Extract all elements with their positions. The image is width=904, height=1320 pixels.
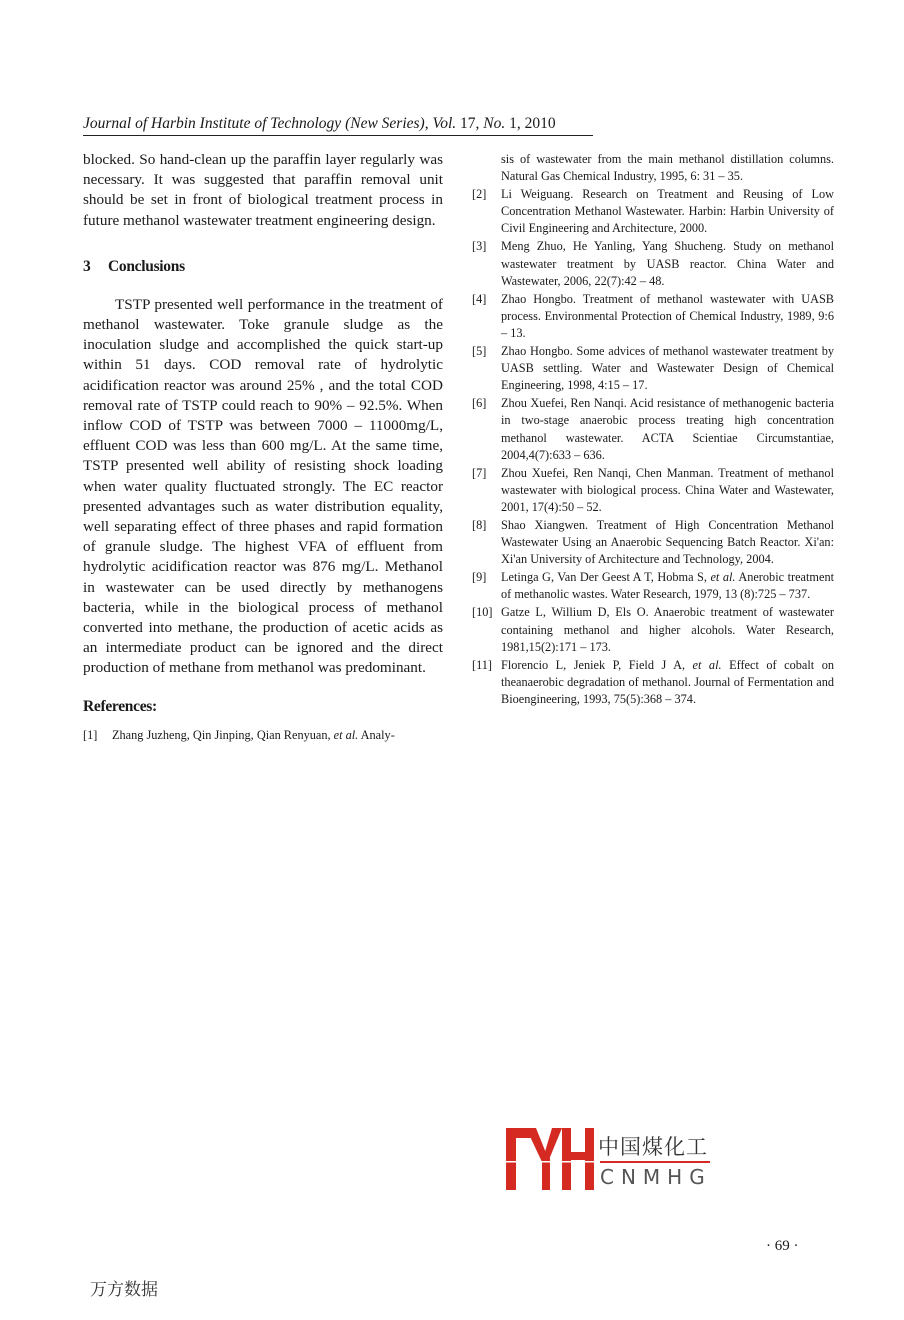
logo-divider [600,1161,710,1163]
conclusion-paragraph: TSTP presented well performance in the treatment of methanol wastewater. Toke granule sludge as the inoculation sludge and accomplished the quick start-up within 51 days. COD removal rate of hydrolytic acidification reactor was around 25% , and the total COD removal rate of TSTP could reach to 90% – 92.5%. When inflow COD of TSTP was between 7000 – 11000mg/L, effluent COD was less than 600 mg/L. At the same time, TSTP presented well ability of resisting shock loading when water quality fluctuated strongly. The EC reactor presented advantages such as water distribution equality, well separating effect of three phases and rapid formation of granule sludge. The highest VFA of effluent from hydrolytic acidification reactor was 876 mg/L. Methanol in wastewater can be used directly by methanogens bacteria, while in the biological process of methanol converted into methane, the production of acetic acids as an intermediate product can be ignored and the direct production of methane from methanol was predominant. [83,295,443,677]
separator: , [424,115,433,132]
et-al: et al. [333,727,359,742]
right-column [472,151,834,709]
issue-label: No. [483,115,506,132]
reference-authors: Letinga G, Van Der Geest A T, Hobma S, [501,570,711,585]
reference-number: [11] [472,657,493,672]
reference-text [112,728,395,742]
reference-item [472,657,834,708]
reference-number: [9] [472,570,487,585]
reference-number: [5] [472,344,487,359]
watermark: 万方数据 [90,1280,158,1300]
cnmhg-logo [506,1128,716,1190]
journal-series: (New Series) [345,115,425,132]
reference-item [472,291,834,342]
reference-text: Meng Zhuo, He Yanling, Yang Shucheng. Study on methanol wastewater treatment by UASB reactor. China Water and Wastewater, 2006, 22(7):42 – 48. [501,239,834,288]
reference-item [472,465,834,516]
reference-number: [10] [472,605,493,620]
reference-text: Zhao Hongbo. Treatment of methanol wastewater with UASB process. Environmental Protection of Chemical Industry, 1989, 9:6 – 13. [501,291,834,340]
intro-paragraph: blocked. So hand-clean up the paraffin layer regularly was necessary. It was suggested that paraffin removal unit should be set in front of biological treatment process in future methanol wastewater treatment engineering design. [83,151,443,229]
reference-item [472,517,834,568]
reference-number: [6] [472,396,487,411]
page-number: · 69 · [766,1238,799,1254]
issue-number: 1 [505,115,517,132]
reference-item [472,604,834,655]
section-title: Conclusions [108,257,185,275]
year: , 2010 [516,115,556,132]
reference-text: Li Weiguang. Research on Treatment and Reusing of Low Concentration Methanol Wastewater. Harbin: Harbin University of Civil Engineering and Architecture, 2000. [501,187,834,236]
reference-text: Shao Xiangwen. Treatment of High Concentration Methanol Wastewater Using an Anaerobic Sequencing Batch Reactor. Xi'an: Xi'an University of Architecture and Technology, 2004. [501,517,834,567]
reference-number: [1] [83,727,98,742]
reference-continuation: sis of wastewater from the main methanol distillation columns. Natural Gas Chemical Industry, 1995, 6: 31 – 35. [501,152,834,184]
reference-item [472,238,834,289]
et-al: et al. [710,570,736,585]
reference-item [472,569,834,603]
volume-label: Vol. [432,115,457,132]
reference-rest: Analy- [358,727,395,742]
reference-item [83,727,443,744]
reference-text: Zhou Xuefei, Ren Nanqi, Chen Manman. Treatment of methanol wastewater with biological process. China Water and Wastewater, 2001, 17(4):50 – 52. [501,465,834,514]
left-column [83,150,443,745]
reference-number: [2] [472,187,487,202]
reference-text [501,658,834,706]
reference-rest: Anerobic treatment of methanolic wastes. Water Research, 1979, 13 (8):725 – 737. [501,570,835,602]
reference-item [472,186,834,237]
reference-number: [3] [472,239,487,254]
mh-logo-mark-icon [506,1128,594,1190]
volume-number: 17 [456,115,476,132]
references-heading: References: [83,697,157,715]
reference-text: Gatze L, Willium D, Els O. Anaerobic treatment of wastewater containing methanol and higher alcohols. Water Research, 1981,15(2):171 – 173. [501,605,834,654]
section-number: 3 [83,257,91,275]
reference-number: [8] [472,517,487,532]
journal-name: Journal of Harbin Institute of Technology [83,115,342,132]
section-heading [83,257,443,277]
reference-text [501,570,834,601]
reference-authors: Florencio L, Jeniek P, Field J A, [501,657,693,672]
reference-item [472,343,834,394]
reference-number: [7] [472,465,487,480]
separator: , [475,115,484,132]
reference-rest: Effect of cobalt on theanaerobic degradation of methanol. Journal of Fermentation and Bioengineering, 1993, 75(5):368 – 374. [501,657,834,706]
running-header [83,114,593,136]
logo-chinese-text: 中国煤化工 [598,1135,708,1159]
et-al: et al. [692,657,722,672]
reference-text: Zhou Xuefei, Ren Nanqi. Acid resistance of methanogenic bacteria in two-stage anaerobic process treating high concentration methanol wastewater. ACTA Scientiae Circumstantiae, 2004,4(7):633 – 636. [501,396,834,462]
reference-text: Zhao Hongbo. Some advices of methanol wastewater treatment by UASB settling. Water and Wastewater Design of Chemical Engineering, 1998, 4:15 – 17. [501,344,834,393]
reference-item [472,395,834,463]
reference-authors: Zhang Juzheng, Qin Jinping, Qian Renyuan, [112,727,334,742]
logo-english-text: CNMHG [600,1165,712,1189]
reference-number: [4] [472,291,487,306]
